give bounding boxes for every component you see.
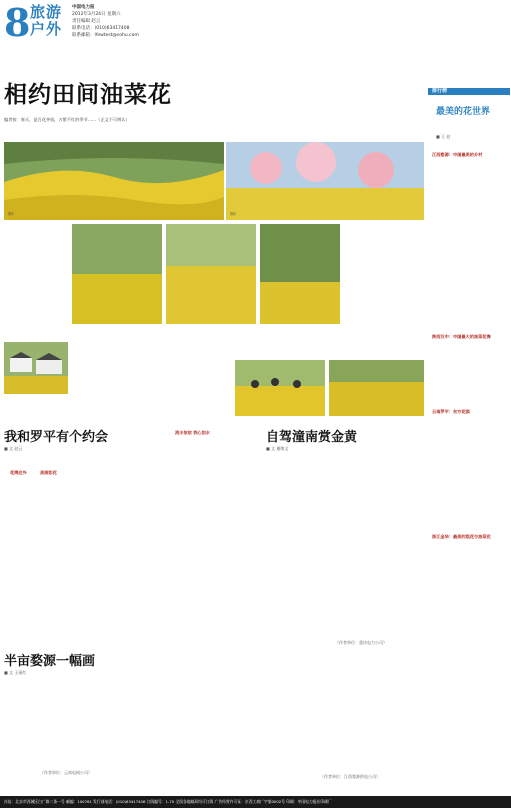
story-signoff-2: （作者单位：重庆电力公司） (335, 640, 387, 645)
hero-photo-1 (4, 142, 224, 220)
middle-column-text (175, 440, 255, 610)
sidebar-text (432, 160, 508, 780)
masthead-meta (72, 4, 139, 39)
story-photo-4 (260, 224, 340, 324)
story-byline-2: ■ 文 谢敬文 (266, 446, 289, 451)
story-photo-5 (235, 360, 325, 416)
intro-text: 编者按：春天，是百花齐放，万紫千红的季节……（正文不可辨认） (4, 117, 130, 122)
hero-caption-1: 图1 (8, 212, 14, 216)
paper-name: 中国电力报 (72, 5, 95, 10)
story-byline-3: ■ 文 王丽红 (4, 670, 27, 675)
story-title-2: 自驾潼南赏金黄 (266, 430, 358, 445)
story-photo-2 (72, 224, 162, 324)
story-title-1: 我和罗平有个约会 (4, 430, 109, 445)
sidebar-band (428, 88, 510, 95)
sidebar-item-1: 江西婺源：中国最美的乡村 (432, 152, 483, 157)
sidebar-byline: ■ 王 赵 (436, 134, 451, 139)
story-body-2 (266, 456, 424, 636)
editor-phone: 联系电话：(010)63417408 (72, 26, 130, 31)
hero-photo-2 (226, 142, 424, 220)
sidebar-heading: 最美的花世界 (436, 107, 491, 117)
story-photo-6 (329, 360, 424, 416)
section-title-line2: 户外 (30, 20, 63, 38)
sidebar-item-3: 云南罗平：东方花园 (432, 409, 470, 414)
story-signoff-1: （作者单位：云南电网公司） (40, 770, 92, 775)
story-byline-1: ■ 文 赵云 (4, 446, 23, 451)
sidebar-item-4: 浙江金华：最美的梨花与油菜花 (432, 534, 491, 539)
editor: 责任编辑 赵云 (72, 19, 101, 24)
editor-email: 联系邮箱：lfewtest@sohu.com (72, 33, 139, 38)
middle-text (90, 426, 170, 626)
footer-bar: 社址：北京市西城区白广路二条一号 邮编：100761 发行部电话：(010)63417408 订阅编号：1-70 全国各地邮局均可订阅 广告经营许可证：京西工商广字第0002号 印刷：中国电力报社印刷厂 (0, 796, 511, 808)
story-photo-3 (166, 224, 256, 324)
story-title-3: 半亩婺源一幅画 (4, 654, 96, 669)
section-title-line1: 旅游 (30, 3, 63, 21)
section-title (30, 4, 62, 38)
issue-date: 2012年3月24日 星期六 (72, 12, 121, 17)
sidebar-item-2: 陕西汉中：中国最大的油菜花海 (432, 334, 491, 339)
sidebar-band-label: 排行榜 (432, 88, 448, 94)
village-photo (4, 342, 68, 394)
page-headline: 相约田间油菜花 (4, 81, 172, 108)
story-subhead-1: 花海这外 (10, 470, 27, 475)
article-text-column (4, 223, 68, 338)
hero-caption-2: 图2 (230, 212, 236, 216)
story-signoff-3: （作者单位：江西婺源供电公司） (320, 774, 380, 779)
section-number: 8 (4, 0, 31, 45)
hero-photo-strip (4, 142, 424, 220)
center-section-title: 流水依依 我心如水 (175, 430, 210, 435)
story-subhead-2: 美丽如花 (40, 470, 57, 475)
